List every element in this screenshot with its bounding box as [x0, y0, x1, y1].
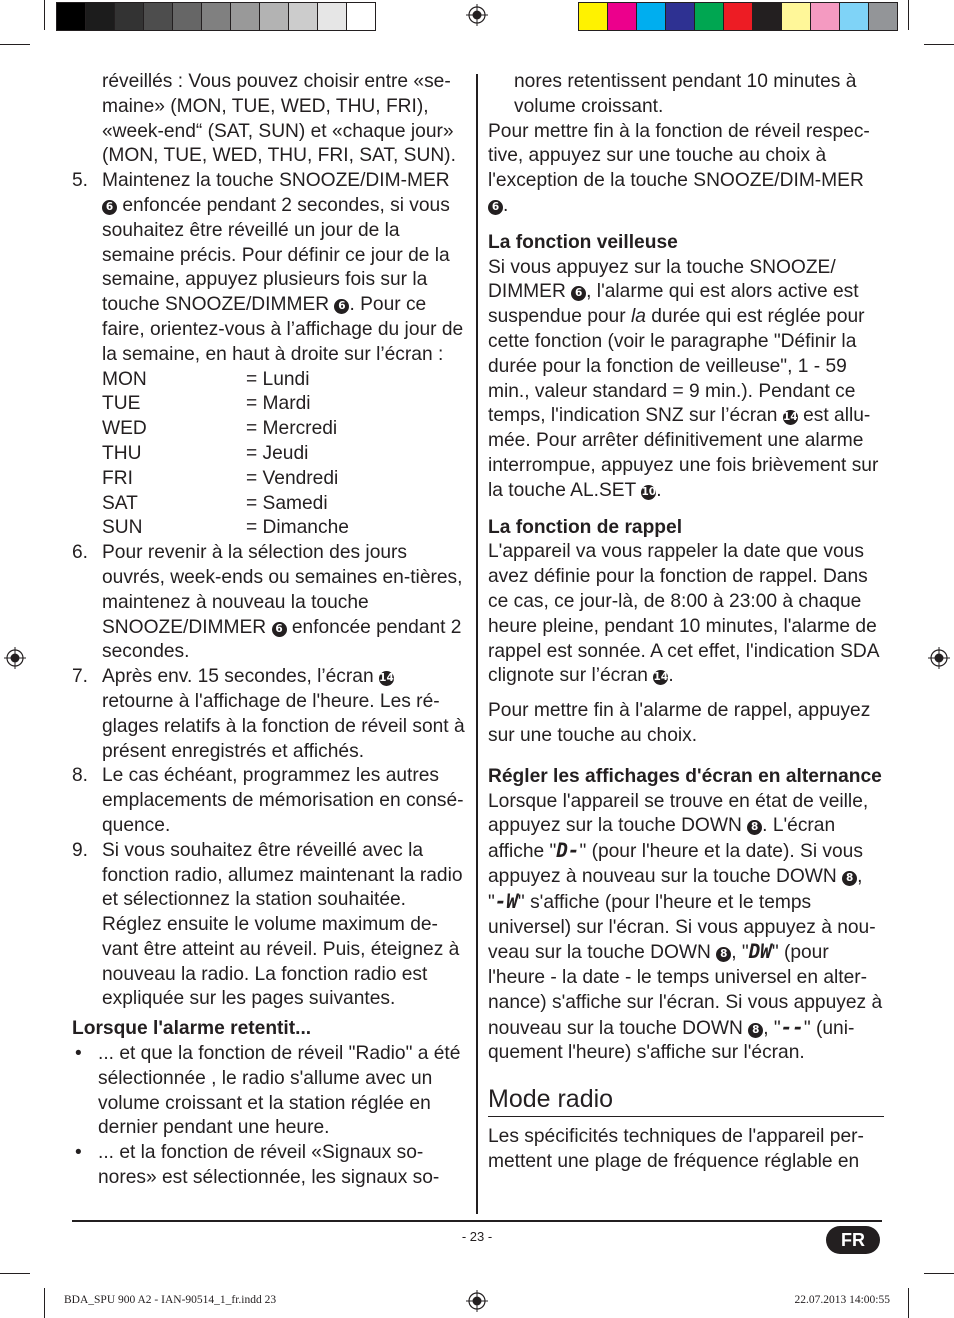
color-swatch [810, 3, 839, 30]
alarm-bullet: • ... et la fonction de réveil «Signaux so-nores» est sélectionnée, les signaux so- [75, 1142, 440, 1189]
color-swatch [114, 3, 143, 30]
color-swatch [781, 3, 810, 30]
lcd-symbol: D- [556, 839, 580, 863]
ref-6-icon: 6 [272, 622, 287, 637]
step-number: 5. [72, 170, 89, 192]
weekday-row: MON = Lundi [102, 368, 310, 390]
step-7: 7. Après env. 15 secondes, l’écran 14 retourne à l'affichage de l'heure. Les ré-glages relatifs à la fonction de réveil sont à présent enregistrés et affichés. [72, 666, 465, 762]
weekday-row: THU = Jeudi [102, 442, 309, 464]
color-swatch [143, 3, 172, 30]
ref-14-icon: 14 [653, 671, 669, 684]
ref-8-icon: 8 [716, 947, 731, 962]
step-number: 7. [72, 666, 89, 688]
grayscale-color-bar [56, 2, 376, 31]
color-swatch [694, 3, 723, 30]
step-number: 6. [72, 542, 89, 564]
step4-continuation: réveillés : Vous pouvez choisir entre «se-maine» (MON, TUE, WED, THU, FRI), «week-end“ (SAT, SUN) et «chaque jour» (MON, TUE, WED, THU, FRI, SAT, SUN). [102, 71, 456, 167]
color-swatch [172, 3, 201, 30]
color-swatch [636, 3, 665, 30]
registration-mark-icon [4, 647, 26, 669]
color-swatch [317, 3, 346, 30]
crop-mark [924, 44, 954, 45]
weekday-row: SUN = Dimanche [102, 517, 349, 539]
crop-mark [908, 0, 909, 30]
color-swatch [230, 3, 259, 30]
column-divider [476, 74, 478, 1214]
color-swatch [839, 3, 868, 30]
crop-mark [0, 44, 30, 45]
ref-6-icon: 6 [102, 200, 117, 215]
step-8: 8. Le cas échéant, programmez les autres emplacements de mémorisation en consé-quence. [72, 765, 464, 836]
print-slug-file: BDA_SPU 900 A2 - IAN-90514_1_fr.indd 23 [64, 1294, 277, 1306]
color-swatch [868, 3, 897, 30]
crop-mark [44, 1288, 45, 1318]
color-swatch [607, 3, 636, 30]
radio-paragraph: Les spécificités techniques de l'appareil per-mettent une plage de fréquence réglable en [488, 1126, 864, 1173]
right-column [488, 70, 884, 1175]
ref-10-icon: 10 [641, 485, 657, 498]
color-swatch [346, 3, 375, 30]
weekday-row: SAT = Samedi [102, 492, 328, 514]
ref-14-icon: 14 [782, 411, 798, 424]
color-swatch [201, 3, 230, 30]
color-swatch [752, 3, 781, 30]
snooze-paragraph: Si vous appuyez sur la touche SNOOZE/ DIMMER 6 , l'alarme qui est alors active est suspendue pour la durée qui est réglée pour cette fonction (voir le paragraphe "Définir la durée pour la fonction de veilleuse", 1 - 59 min., valeur standard = 9 min.). Pendant ce temps, l'indication SNZ sur l’écran 14 est allu-mée. Pour arrêter définitivement une alarme interrompue, appuyez une fois brièvement sur la touche AL.SET 10. [488, 256, 879, 501]
color-swatch [723, 3, 752, 30]
weekday-list [72, 368, 468, 542]
radio-mode-heading: Mode radio [488, 1084, 884, 1117]
reminder-heading: La fonction de rappel [488, 516, 683, 538]
registration-mark-icon [928, 647, 950, 669]
language-badge: FR [826, 1226, 880, 1254]
crop-mark [0, 1273, 30, 1274]
weekday-row: FRI = Vendredi [102, 467, 339, 489]
ref-8-icon: 8 [842, 871, 857, 886]
step-5: 5. Maintenez la touche SNOOZE/DIM-MER 6 enfoncée pendant 2 secondes, si vous souhaitez être réveillé un jour de la semaine précis. Pour définir ce jour de la semaine, appuyez plusieurs fois sur la touche SNOOZE/DIMMER 6 . Pour ce faire, orientez-vous à l’affichage du jour de la semaine, en haut à droite sur l’écran : [72, 170, 464, 365]
reminder-end-paragraph: Pour mettre fin à l'alarme de rappel, appuyez sur une touche au choix. [488, 700, 871, 746]
bullet-icon: • [75, 1043, 82, 1065]
color-swatch [288, 3, 317, 30]
color-swatch [579, 3, 607, 30]
left-column [72, 70, 468, 1191]
alternating-display-paragraph: Lorsque l'appareil se trouve en état de veille, appuyez sur la touche DOWN 8 . L'écran affiche "D-" (pour l'heure et la date). Si vous appuyez à nouveau sur la touche DOWN 8 , "-W" s'affiche (pour l'heure et le temps universel) sur l'écran. Si vous appuyez à nou-veau sur la touche DOWN 8 , "DW" (pour l'heure - la date - le temps universel en alter-nance) s'affiche sur l'écran. Si vous appuyez à nouveau sur la touche DOWN 8 , "--" (uni-quement l'heure) s'affiche sur l'écran. [488, 790, 883, 1064]
color-swatch [259, 3, 288, 30]
reminder-paragraph: L'appareil va vous rappeler la date que vous avez définie pour la fonction de rappel. Dans ce cas, ce jour-là, de 8:00 à 23:00 à chaque heure pleine, pendant 10 minutes, l'alarme de rappel est sonnée. A cet effet, l'indication SDA clignote sur l’écran 14. [488, 541, 879, 687]
registration-mark-icon [466, 1290, 488, 1312]
lcd-symbol: -- [780, 1015, 804, 1039]
step-9: 9. Si vous souhaitez être réveillé avec la fonction radio, allumez maintenant la radio et sélectionnez la station souhaitée. Réglez ensuite le volume maximum de-vant être atteint au réveil. Puis, éteignez à nouveau la radio. La fonction radio est expliquée sur les pages suivantes. [72, 839, 463, 1010]
color-swatch [665, 3, 694, 30]
end-alarm-paragraph: Pour mettre fin à la fonction de réveil respec-tive, appuyez sur une touche au choix à l'exception de la touche SNOOZE/DIM-MER 6 . [488, 120, 870, 216]
ref-6-icon: 6 [334, 299, 349, 314]
snooze-heading: La fonction veilleuse [488, 231, 678, 253]
bullet2-continuation: nores retentissent pendant 10 minutes à volume croissant. [514, 71, 857, 117]
ref-8-icon: 8 [747, 820, 762, 835]
footer-rule [72, 1220, 882, 1222]
ref-14-icon: 14 [379, 672, 394, 685]
crop-mark [44, 0, 45, 30]
alternating-display-heading: Régler les affichages d'écran en alternance [488, 765, 882, 787]
registration-mark-icon [466, 4, 488, 26]
alarm-heading: Lorsque l'alarme retentit... [72, 1018, 312, 1040]
lcd-symbol: DW [748, 940, 772, 964]
step-number: 8. [72, 765, 89, 787]
color-swatch [57, 3, 85, 30]
crop-mark [908, 1288, 909, 1318]
bullet-icon: • [75, 1142, 82, 1164]
color-swatch [85, 3, 114, 30]
weekday-row: TUE = Mardi [102, 393, 311, 415]
crop-mark [924, 1273, 954, 1274]
process-color-bar [578, 2, 898, 31]
page-number: - 23 - [461, 1229, 493, 1244]
weekday-row: WED = Mercredi [102, 418, 338, 440]
alarm-bullet: • ... et que la fonction de réveil "Radio" a été sélectionnée , le radio s'allume avec un volume croissant et la station réglée en dernier pendant une heure. [75, 1043, 461, 1139]
print-slug-date: 22.07.2013 14:00:55 [794, 1294, 890, 1306]
lcd-symbol: -W [494, 889, 518, 913]
ref-6-icon: 6 [571, 286, 586, 301]
step-number: 9. [72, 839, 89, 861]
ref-6-icon: 6 [488, 200, 503, 215]
ref-8-icon: 8 [748, 1023, 763, 1038]
step-6: 6. Pour revenir à la sélection des jours ouvrés, week-ends ou semaines en-tières, maintenez à nouveau la touche SNOOZE/DIMMER 6 enfoncée pendant 2 secondes. [72, 542, 463, 663]
